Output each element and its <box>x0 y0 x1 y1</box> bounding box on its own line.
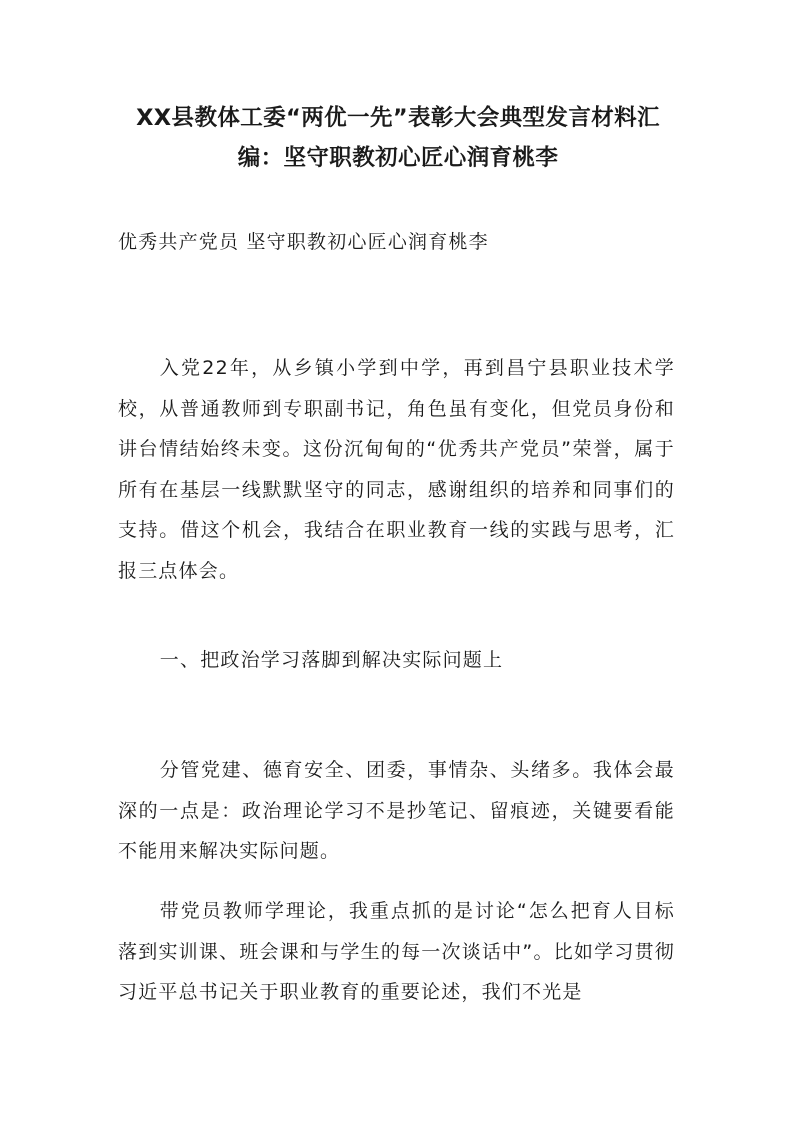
document-title: XX县教体工委“两优一先”表彰大会典型发言材料汇编：坚守职教初心匠心润育桃李 <box>136 105 660 171</box>
document-subtitle: 优秀共产党员 坚守职教初心匠心润育桃李 <box>118 231 489 253</box>
body-paragraph: 带党员教师学理论，我重点抓的是讨论“怎么把育人目标落到实训课、班会课和与学生的每一次谈话中”。比如学习贯彻习近平总书记关于职业教育的重要论述，我们不光是 <box>118 900 675 1003</box>
body-paragraph: 分管党建、德育安全、团委，事情杂、头绪多。我体会最深的一点是：政治理论学习不是抄笔记、留痕迹，关键要看能不能用来解决实际问题。 <box>118 759 675 862</box>
body-paragraph: 入党22年，从乡镇小学到中学，再到昌宁县职业技术学校，从普通教师到专职副书记，角色虽有变化，但党员身份和讲台情结始终未变。这份沉甸甸的“优秀共产党员”荣誉，属于所有在基层一线默默坚守的同志，感谢组织的培养和同事们的支持。借这个机会，我结合在职业教育一线的实践与思考，汇报三点体会。 <box>118 357 675 582</box>
section-heading: 一、把政治学习落脚到解决实际问题上 <box>159 649 504 671</box>
